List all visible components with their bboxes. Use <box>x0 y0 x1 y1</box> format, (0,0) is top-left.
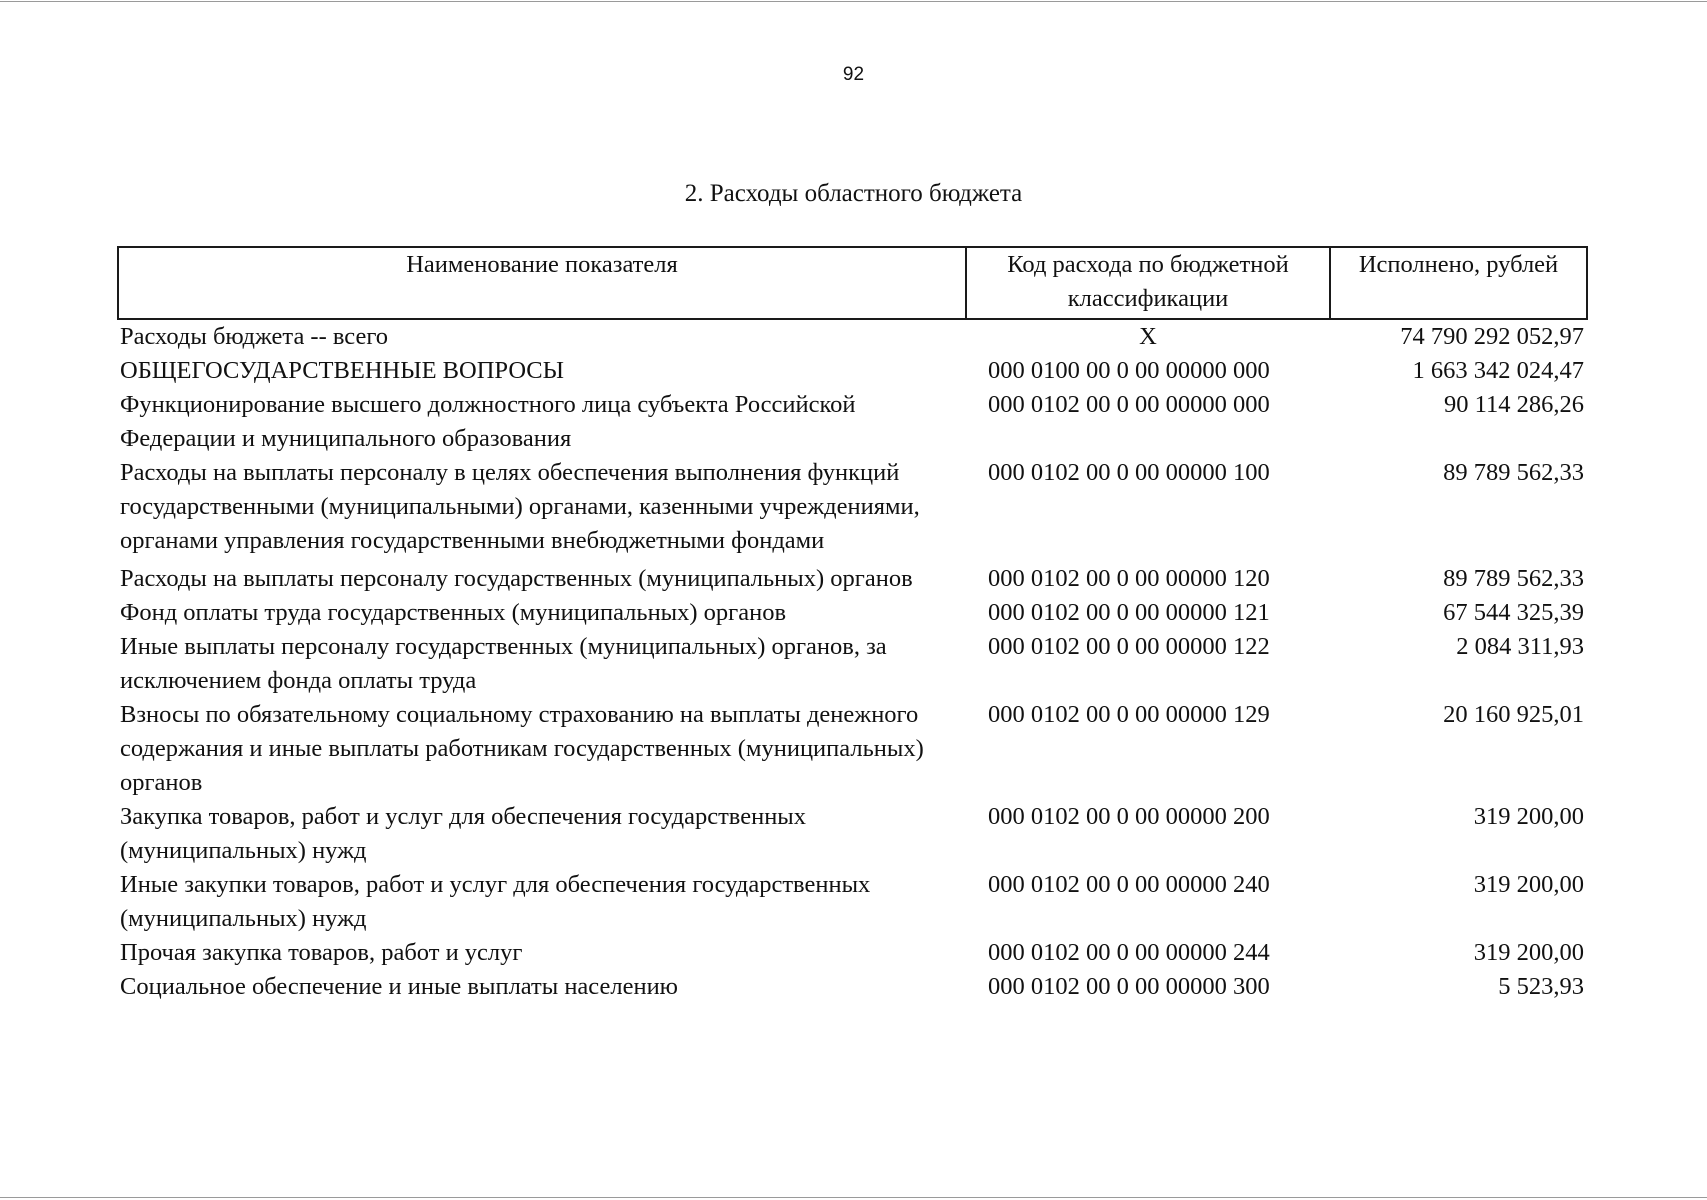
table-row <box>118 698 1587 800</box>
table-row <box>118 800 1587 868</box>
row-amount: 74 790 292 052,97 <box>1400 323 1584 350</box>
row-code: 000 0102 00 0 00 00000 000 <box>988 391 1270 418</box>
row-amount: 20 160 925,01 <box>1443 701 1584 728</box>
row-code: 000 0102 00 0 00 00000 240 <box>988 871 1270 898</box>
table-row <box>118 388 1587 456</box>
row-amount: 1 663 342 024,47 <box>1412 357 1584 384</box>
section-title: 2. Расходы областного бюджета <box>684 180 1023 207</box>
table-body <box>118 319 1587 1004</box>
table-row <box>118 354 1587 388</box>
row-amount: 319 200,00 <box>1473 871 1584 898</box>
row-amount: 319 200,00 <box>1473 803 1584 830</box>
row-name: Прочая закупка товаров, работ и услуг <box>120 939 523 966</box>
header-code: Код расхода по бюджетной классификации <box>966 247 1330 319</box>
table-row <box>118 319 1587 354</box>
expenses-table <box>117 246 1588 1004</box>
row-name: Иные выплаты персоналу государственных (муниципальных) органов, за исключением фонда оплаты труда <box>120 633 887 694</box>
table-row <box>118 558 1587 596</box>
row-name: Иные закупки товаров, работ и услуг для обеспечения государственных (муниципальных) нужд <box>120 871 871 932</box>
row-amount: 2 084 311,93 <box>1456 633 1584 660</box>
header-name: Наименование показателя <box>118 247 966 319</box>
row-code: 000 0102 00 0 00 00000 300 <box>988 973 1270 1000</box>
row-name: Взносы по обязательному социальному страхованию на выплаты денежного содержания и иные выплаты работникам государственных (муниципальных) органов <box>120 701 924 796</box>
page-number: 92 <box>842 64 865 85</box>
row-code: 000 0102 00 0 00 00000 244 <box>988 939 1270 966</box>
row-code: 000 0102 00 0 00 00000 100 <box>988 459 1270 486</box>
row-amount: 89 789 562,33 <box>1443 565 1584 592</box>
table-row <box>118 970 1587 1004</box>
row-name: Фонд оплаты труда государственных (муниципальных) органов <box>120 599 787 626</box>
row-code: 000 0102 00 0 00 00000 120 <box>988 565 1270 592</box>
row-code: 000 0102 00 0 00 00000 121 <box>988 599 1270 626</box>
row-amount: 319 200,00 <box>1473 939 1584 966</box>
header-amount: Исполнено, рублей <box>1330 247 1587 319</box>
row-code: 000 0102 00 0 00 00000 200 <box>988 803 1270 830</box>
row-name: Закупка товаров, работ и услуг для обеспечения государственных (муниципальных) нужд <box>120 803 807 864</box>
row-code: 000 0102 00 0 00 00000 129 <box>988 701 1270 728</box>
table-header <box>118 247 1587 319</box>
header-row <box>118 247 1587 319</box>
table-row <box>118 630 1587 698</box>
row-name: Функционирование высшего должностного лица субъекта Российской Федерации и муниципального образования <box>120 391 856 452</box>
table-row <box>118 456 1587 558</box>
top-scan-edge <box>0 1 1707 2</box>
bottom-scan-edge <box>0 1197 1707 1198</box>
row-code: 000 0102 00 0 00 00000 122 <box>988 633 1270 660</box>
table-row <box>118 596 1587 630</box>
row-amount: 67 544 325,39 <box>1443 599 1584 626</box>
row-name: Расходы на выплаты персоналу в целях обеспечения выполнения функций государственными (муниципальными) органами, казенными учреждениями, органами управления государственными внебюджетными фондами <box>120 459 920 554</box>
row-name: Расходы на выплаты персоналу государственных (муниципальных) органов <box>120 565 913 592</box>
row-code: X <box>1139 323 1157 350</box>
table-row <box>118 868 1587 936</box>
row-code: 000 0100 00 0 00 00000 000 <box>988 357 1270 384</box>
row-name: Социальное обеспечение и иные выплаты населению <box>120 973 678 1000</box>
row-amount: 90 114 286,26 <box>1444 391 1584 418</box>
row-name: ОБЩЕГОСУДАРСТВЕННЫЕ ВОПРОСЫ <box>120 357 565 384</box>
row-amount: 5 523,93 <box>1498 973 1584 1000</box>
table-row <box>118 936 1587 970</box>
row-name: Расходы бюджета -- всего <box>120 323 389 350</box>
row-amount: 89 789 562,33 <box>1443 459 1584 486</box>
